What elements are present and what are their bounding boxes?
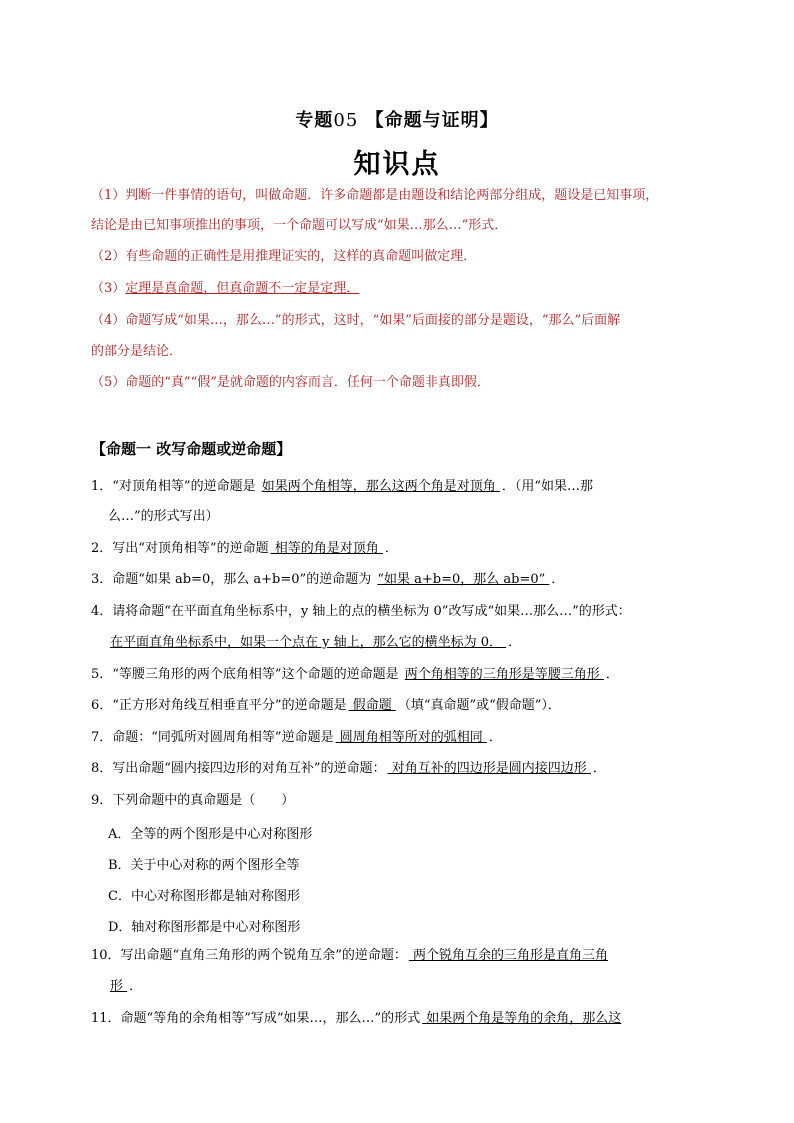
page-title: [0, 106, 794, 132]
question-9-option-d: D．轴对称图形都是中心对称图形: [108, 920, 301, 935]
question-3: [91, 565, 711, 595]
question-4-answer: 在平面直角坐标系中，如果一个点在 y 轴上，那么它的横坐标为 0．: [110, 635, 507, 650]
question-6: [91, 691, 711, 721]
question-2-stem: 2．写出“对顶角相等”的逆命题: [91, 541, 269, 556]
question-2-tail: ．: [384, 541, 398, 556]
question-2-answer: 相等的角是对顶角: [270, 541, 383, 556]
knowledge-point-3: [91, 274, 711, 304]
question-2: [91, 534, 711, 564]
question-10-answer: 两个锐角互余的三角形是直角三角: [408, 948, 608, 963]
question-3-answer: “如果 a+b=0，那么 ab=0”: [377, 572, 550, 587]
question-1: [91, 472, 711, 502]
question-11-stem: 11．命题“等角的余角相等”写成“如果…，那么…”的形式: [91, 1011, 421, 1026]
question-4: 4．请将命题“在平面直角坐标系中，y 轴上的点的横坐标为 0”改写成“如果…那么…”的形式：: [91, 604, 631, 619]
knowledge-point-4-line-2: 的部分是结论．: [91, 344, 183, 359]
question-1-stem: 1．“对顶角相等”的逆命题是: [91, 479, 256, 494]
question-11: [91, 1004, 711, 1034]
question-10-stem: 10．写出命题“直角三角形的两个锐角互余”的逆命题：: [91, 948, 407, 963]
question-6-answer: 假命题: [348, 698, 396, 713]
section-heading: 【命题一 改写命题或逆命题】: [91, 440, 292, 458]
question-8-answer: 对角互补的四边形是圆内接四边形: [387, 761, 591, 776]
question-10: [91, 941, 711, 971]
question-9: 9．下列命题中的真命题是（ ）: [91, 793, 295, 808]
question-9-option-b: B．关于中心对称的两个图形全等: [108, 858, 300, 873]
question-7-tail: ．: [488, 730, 502, 745]
question-3-tail: ．: [551, 572, 565, 587]
question-8-stem: 8．写出命题“圆内接四边形的对角互补”的逆命题：: [91, 761, 386, 776]
knowledge-point-1-line-2: 结论是由已知事项推出的事项，一个命题可以写成“如果…那么…”形式．: [91, 218, 508, 233]
question-7-answer: 圆周角相等所对的弧相同: [335, 730, 487, 745]
question-5: [91, 660, 711, 690]
question-8: [91, 754, 711, 784]
title-number: 05: [333, 110, 359, 131]
question-7-stem: 7．命题：“同弧所对圆周角相等”逆命题是: [91, 730, 334, 745]
question-9-option-a: A．全等的两个图形是中心对称图形: [108, 827, 313, 842]
knowledge-point-4-line-1: （4）命题写成“如果…，那么…”的形式，这时，“如果”后面接的部分是题设，“那么”后面解: [91, 313, 621, 328]
question-4-tail: ．: [508, 635, 522, 650]
question-11-answer: 如果两个角是等角的余角，那么这: [422, 1011, 622, 1026]
question-10-tail: ．: [129, 979, 143, 994]
question-4-answer-line: [108, 628, 728, 658]
question-9-option-c: C．中心对称图形都是轴对称图形: [108, 889, 300, 904]
question-7: [91, 723, 711, 753]
question-5-answer: 两个角相等的三角形是等腰三角形: [404, 667, 604, 682]
question-10-continued: [108, 972, 728, 1002]
question-1-answer: 如果两个角相等，那么这两个角是对顶角: [261, 479, 500, 494]
knowledge-point-3-text: 定理是真命题，但真命题不一定是定理．: [125, 281, 360, 296]
knowledge-point-3-prefix: （3）: [91, 281, 126, 296]
question-1-continued: 么…”的形式写出）: [108, 509, 219, 524]
question-5-tail: ．: [605, 667, 619, 682]
knowledge-point-1-line-1: （1）判断一件事情的语句，叫做命题．许多命题都是由题设和结论两部分组成，题设是已知事项，: [91, 188, 659, 203]
question-8-tail: ．: [592, 761, 606, 776]
knowledge-point-5: （5）命题的“真”“假”是就命题的内容而言．任何一个命题非真即假．: [91, 375, 490, 390]
question-5-stem: 5．“等腰三角形的两个底角相等”这个命题的逆命题是: [91, 667, 399, 682]
knowledge-point-2: （2）有些命题的正确性是用推理证实的，这样的真命题叫做定理．: [91, 249, 477, 264]
question-6-stem: 6．“正方形对角线互相垂直平分”的逆命题是: [91, 698, 347, 713]
page-subtitle: 知识点: [353, 149, 441, 180]
question-10-answer-end: 形: [110, 979, 128, 994]
question-3-stem: 3．命题“如果 ab=0，那么 a+b=0”的逆命题为: [91, 572, 372, 587]
title-prefix: 专题: [295, 110, 334, 131]
title-main: 【命题与证明】: [365, 110, 499, 131]
question-6-tail: （填“真命题”或“假命题”）．: [397, 698, 561, 713]
question-1-tail: ．（用“如果…那: [501, 479, 594, 494]
